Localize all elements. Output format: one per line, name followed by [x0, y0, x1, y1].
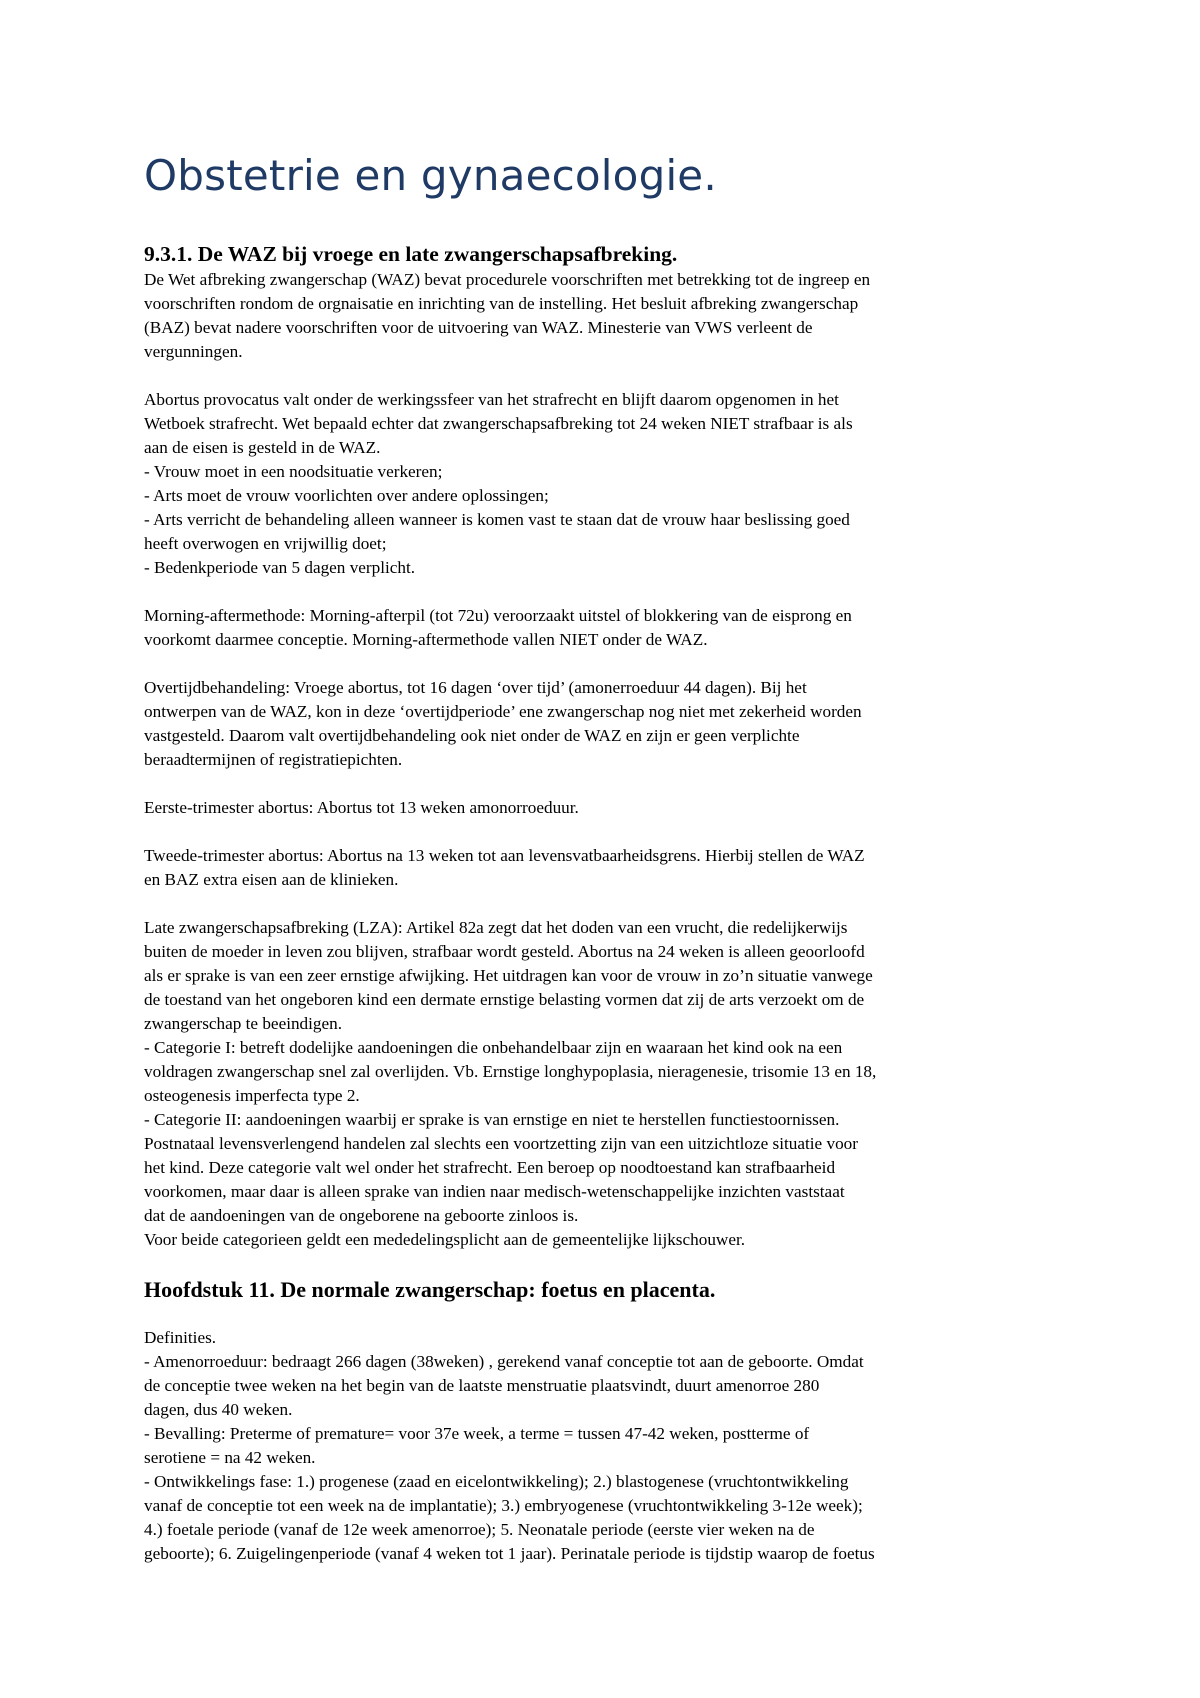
- text-line: als er sprake is van een zeer ernstige afwijking. Het uitdragen kan voor de vrouw in zo’n situatie vanwege: [144, 966, 873, 985]
- section-body-hoofdstuk-11: [144, 1326, 1100, 1566]
- text-line: vanaf de conceptie tot een week na de implantatie); 3.) embryogenese (vruchtontwikkeling 3-12e week);: [144, 1496, 863, 1515]
- section-heading-hoofdstuk-11: Hoofdstuk 11. De normale zwangerschap: foetus en placenta.: [144, 1277, 716, 1302]
- text-line: Voor beide categorieen geldt een mededelingsplicht aan de gemeentelijke lijkschouwer.: [144, 1230, 746, 1249]
- text-line: voorkomt daarmee conceptie. Morning-aftermethode vallen NIET onder de WAZ.: [144, 630, 708, 649]
- text-line: - Vrouw moet in een noodsituatie verkeren;: [144, 462, 443, 481]
- text-line: - Arts verricht de behandeling alleen wanneer is komen vast te staan dat de vrouw haar beslissing goed: [144, 510, 850, 529]
- section-heading-9-3-1: 9.3.1. De WAZ bij vroege en late zwangerschapsafbreking.: [144, 242, 678, 266]
- text-line: en BAZ extra eisen aan de klinieken.: [144, 870, 399, 889]
- text-line: osteogenesis imperfecta type 2.: [144, 1086, 360, 1105]
- paragraph: [144, 388, 1100, 580]
- text-line: 4.) foetale periode (vanaf de 12e week amenorroe); 5. Neonatale periode (eerste vier weken na de: [144, 1520, 815, 1539]
- text-line: vastgesteld. Daarom valt overtijdbehandeling ook niet onder de WAZ en zijn er geen verplichte: [144, 726, 800, 745]
- text-line: - Bedenkperiode van 5 dagen verplicht.: [144, 558, 416, 577]
- text-line: Late zwangerschapsafbreking (LZA): Artikel 82a zegt dat het doden van een vrucht, die redelijkerwijs: [144, 918, 848, 937]
- text-line: de conceptie twee weken na het begin van de laatste menstruatie plaatsvindt, duurt amenorroe 280: [144, 1376, 820, 1395]
- text-line: heeft overwogen en vrijwillig doet;: [144, 534, 387, 553]
- paragraph: [144, 676, 1100, 772]
- text-line: ontwerpen van de WAZ, kon in deze ‘overtijdperiode’ ene zwangerschap nog niet met zekerheid worden: [144, 702, 862, 721]
- paragraph: [144, 268, 1100, 364]
- paragraph: [144, 604, 1100, 652]
- text-line: aan de eisen is gesteld in de WAZ.: [144, 438, 381, 457]
- text-line: Tweede-trimester abortus: Abortus na 13 weken tot aan levensvatbaarheidsgrens. Hierbij stellen de WAZ: [144, 846, 865, 865]
- text-line: voldragen zwangerschap snel zal overlijden. Vb. Ernstige longhypoplasia, nieragenesie, trisomie 13 en 18,: [144, 1062, 877, 1081]
- paragraph: [144, 844, 1100, 892]
- text-line: (BAZ) bevat nadere voorschriften voor de uitvoering van WAZ. Minesterie van VWS verleent de: [144, 318, 813, 337]
- text-line: Definities.: [144, 1328, 217, 1347]
- text-line: - Amenorroeduur: bedraagt 266 dagen (38weken) , gerekend vanaf conceptie tot aan de geboorte. Omdat: [144, 1352, 864, 1371]
- text-line: - Categorie I: betreft dodelijke aandoeningen die onbehandelbaar zijn en waaraan het kind ook na een: [144, 1038, 843, 1057]
- text-line: dat de aandoeningen van de ongeborene na geboorte zinloos is.: [144, 1206, 579, 1225]
- text-line: zwangerschap te beeindigen.: [144, 1014, 343, 1033]
- text-line: Morning-aftermethode: Morning-afterpil (tot 72u) veroorzaakt uitstel of blokkering van de eisprong en: [144, 606, 852, 625]
- text-line: Wetboek strafrecht. Wet bepaald echter dat zwangerschapsafbreking tot 24 weken NIET strafbaar is als: [144, 414, 853, 433]
- document-title: Obstetrie en gynaecologie.: [144, 151, 717, 200]
- text-line: het kind. Deze categorie valt wel onder het strafrecht. Een beroep op noodtoestand kan strafbaarheid: [144, 1158, 836, 1177]
- text-line: serotiene = na 42 weken.: [144, 1448, 316, 1467]
- text-line: - Bevalling: Preterme of premature= voor 37e week, a terme = tussen 47-42 weken, postterme of: [144, 1424, 810, 1443]
- text-line: beraadtermijnen of registratiepichten.: [144, 750, 403, 769]
- text-line: Postnataal levensverlengend handelen zal slechts een voortzetting zijn van een uitzichtloze situatie voor: [144, 1134, 858, 1153]
- text-line: - Arts moet de vrouw voorlichten over andere oplossingen;: [144, 486, 549, 505]
- paragraph: [144, 916, 1100, 1252]
- text-line: Eerste-trimester abortus: Abortus tot 13 weken amonorroeduur.: [144, 798, 579, 817]
- paragraph: [144, 1326, 1100, 1566]
- text-line: De Wet afbreking zwangerschap (WAZ) bevat procedurele voorschriften met betrekking tot de ingreep en: [144, 270, 871, 289]
- text-line: de toestand van het ongeboren kind een dermate ernstige belasting vormen dat zij de arts verzoekt om de: [144, 990, 865, 1009]
- text-line: Abortus provocatus valt onder de werkingssfeer van het strafrecht en blijft daarom opgenomen in het: [144, 390, 839, 409]
- text-line: voorkomen, maar daar is alleen sprake van indien naar medisch-wetenschappelijke inzichten vaststaat: [144, 1182, 845, 1201]
- text-line: geboorte); 6. Zuigelingenperiode (vanaf 4 weken tot 1 jaar). Perinatale periode is tijdstip waarop de foetus: [144, 1544, 875, 1563]
- text-line: Overtijdbehandeling: Vroege abortus, tot 16 dagen ‘over tijd’ (amonerroeduur 44 dagen). Bij het: [144, 678, 807, 697]
- section-body-9-3-1: [144, 268, 1100, 1252]
- text-line: - Categorie II: aandoeningen waarbij er sprake is van ernstige en niet te herstellen functiestoornissen.: [144, 1110, 840, 1129]
- text-line: voorschriften rondom de orgnaisatie en inrichting van de instelling. Het besluit afbreking zwangerschap: [144, 294, 859, 313]
- text-line: vergunningen.: [144, 342, 243, 361]
- text-line: buiten de moeder in leven zou blijven, strafbaar wordt gesteld. Abortus na 24 weken is alleen geoorloofd: [144, 942, 865, 961]
- paragraph: [144, 796, 1100, 820]
- text-line: dagen, dus 40 weken.: [144, 1400, 293, 1419]
- text-line: - Ontwikkelings fase: 1.) progenese (zaad en eicelontwikkeling); 2.) blastogenese (vruchtontwikkeling: [144, 1472, 849, 1491]
